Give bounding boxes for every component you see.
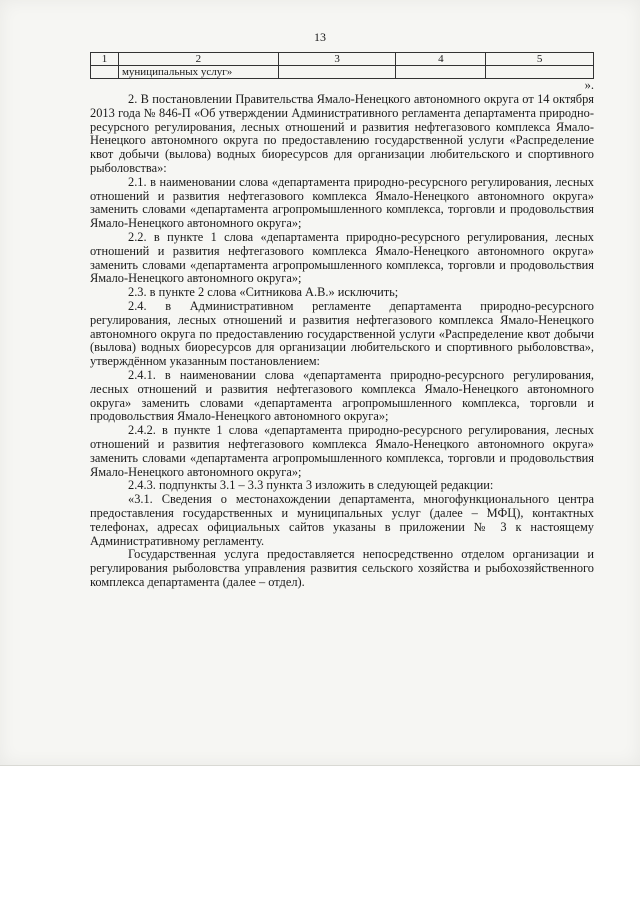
paragraph-2-1: 2.1. в наименовании слова «департамента природно-ресурсного регулирования, лесных отношений и развития нефтегазового комплекса Ямало-Ненецкого автономного округа» заменить словами «департамента агропромышленного комплекса, торговли и продовольствия Ямало-Ненецкого автономного округа»; [90, 174, 594, 231]
table-cell [486, 66, 594, 79]
table-cell: муниципальных услуг» [118, 66, 278, 79]
table-header-cell: 1 [91, 53, 119, 66]
table-row [91, 66, 594, 79]
page-number: 13 [314, 30, 326, 44]
paragraph-2-3: 2.3. в пункте 2 слова «Ситникова А.В.» исключить; [128, 285, 399, 300]
closing-quote: ». [584, 78, 594, 92]
table-header-row [91, 53, 594, 66]
table-cell [91, 66, 119, 79]
blank-margin [0, 766, 640, 905]
paragraph-2: 2. В постановлении Правительства Ямало-Ненецкого автономного округа от 14 октября 2013 года № 846-П «Об утверждении Административного регламента департамента природно-ресурсного регулирования, лесных отношений и развития нефтегазового комплекса Ямало-Ненецкого автономного округа по предоставлению государственной услуги «Распределение квот добычи (вылова) водных биоресурсов для организации любительского и спортивного рыболовства»: [90, 92, 594, 175]
continuation-table [90, 52, 594, 79]
document-body [90, 93, 594, 590]
paragraph-2-4-2: 2.4.2. в пункте 1 слова «департамента природно-ресурсного регулирования, лесных отношений и развития нефтегазового комплекса Ямало-Ненецкого автономного округа» заменить словами «департамента агропромышленного комплекса, торговли и продовольствия Ямало-Ненецкого автономного округа»; [90, 423, 594, 479]
table-header-cell: 3 [278, 53, 396, 66]
table-header-cell: 5 [486, 53, 594, 66]
paragraph-service: Государственная услуга предоставляется непосредственно отделом организации и регулирования рыболовства управления развития сельского хозяйства и рыбохозяйственного комплекса департамента (далее – отдел). [90, 547, 594, 589]
table-header-cell: 2 [118, 53, 278, 66]
paragraph-2-4-1: 2.4.1. в наименовании слова «департамента природно-ресурсного регулирования, лесных отношений и развития нефтегазового комплекса Ямало-Ненецкого автономного округа» заменить словами «департамента агропромышленного комплекса, торговли и продовольствия Ямало-Ненецкого автономного округа»; [90, 367, 594, 424]
table-header-cell: 4 [396, 53, 486, 66]
paragraph-2-4-3: 2.4.3. подпункты 3.1 – 3.3 пункта 3 изложить в следующей редакции: [128, 478, 494, 493]
paragraph-2-2: 2.2. в пункте 1 слова «департамента природно-ресурсного регулирования, лесных отношений и развития нефтегазового комплекса Ямало-Ненецкого автономного округа» заменить словами «департамента агропромышленного комплекса, торговли и продовольствия Ямало-Ненецкого автономного округа»; [90, 229, 594, 286]
paragraph-2-4: 2.4. в Административном регламенте департамента природно-ресурсного регулирования, лесных отношений и развития нефтегазового комплекса Ямало-Ненецкого автономного округа по предоставлению государственной услуги «Распределение квот добычи (вылова) водных биоресурсов для организации любительского и спортивного рыболовства», утверждённом указанным постановлением: [90, 298, 594, 369]
table-cell [396, 66, 486, 79]
table-cell [278, 66, 396, 79]
paragraph-3-1: «3.1. Сведения о местонахождении департамента, многофункционального центра предоставления государственных и муниципальных услуг (далее – МФЦ), контактных телефонах, адресах официальных сайтов указаны в приложении № 3 к настоящему Административному регламенту. [90, 492, 594, 548]
